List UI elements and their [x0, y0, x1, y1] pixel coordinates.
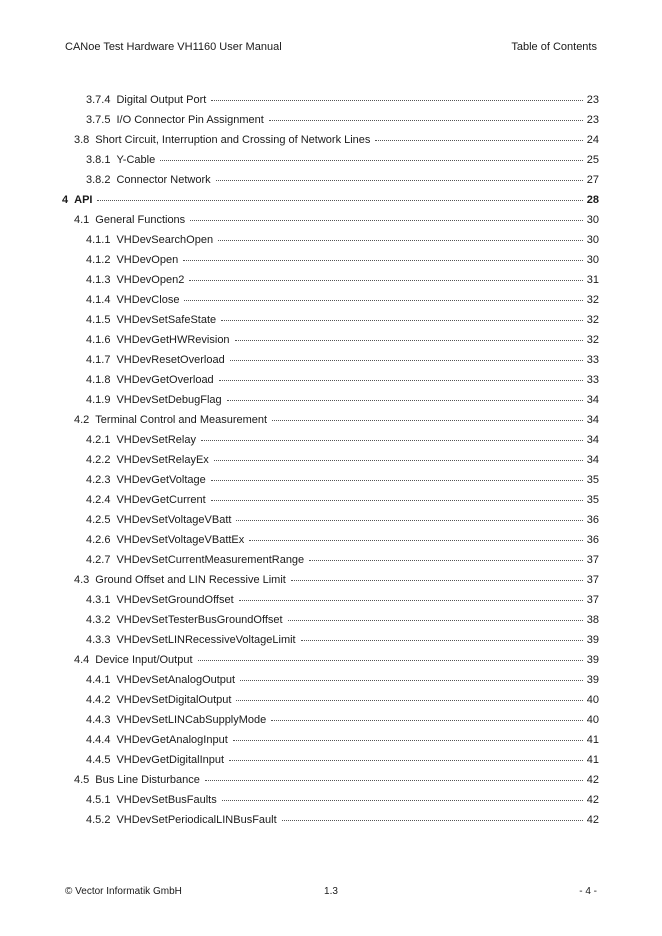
toc-entry[interactable] [62, 734, 599, 754]
toc-entry-page: 39 [586, 634, 599, 646]
toc-dot-leader [236, 699, 583, 701]
toc-entry-title: VHDevOpen2 [116, 274, 185, 286]
toc-entry-number: 4.3.2 [86, 614, 111, 626]
toc-entry-page: 30 [586, 254, 599, 266]
toc-entry-number: 4.4.5 [86, 754, 111, 766]
toc-entry-number: 4.1.4 [86, 294, 111, 306]
toc-entry-number: 4.4.2 [86, 694, 111, 706]
toc-dot-leader [218, 239, 583, 241]
toc-entry-number: 4.1.1 [86, 234, 111, 246]
toc-entry-page: 40 [586, 714, 599, 726]
toc-entry-number: 4.2.6 [86, 534, 111, 546]
toc-entry-number: 4.5 [74, 774, 90, 786]
toc-dot-leader [211, 499, 583, 501]
toc-entry[interactable] [62, 674, 599, 694]
header-section-name: Table of Contents [511, 41, 597, 53]
toc-dot-leader [291, 579, 583, 581]
toc-dot-leader [282, 819, 583, 821]
toc-entry-page: 33 [586, 374, 599, 386]
toc-entry-title: API [74, 194, 93, 206]
toc-dot-leader [160, 159, 583, 161]
toc-dot-leader [271, 719, 583, 721]
toc-entry-page: 38 [586, 614, 599, 626]
toc-entry-number: 4.3.1 [86, 594, 111, 606]
toc-entry-number: 4.4 [74, 654, 90, 666]
toc-dot-leader [216, 179, 583, 181]
toc-entry[interactable] [62, 214, 599, 234]
toc-entry-title: VHDevSetSafeState [116, 314, 217, 326]
toc-entry-title: VHDevResetOverload [116, 354, 225, 366]
toc-dot-leader [309, 559, 583, 561]
toc-dot-leader [97, 199, 583, 201]
toc-entry-title: VHDevClose [116, 294, 180, 306]
toc-entry-page: 25 [586, 154, 599, 166]
toc-entry-title: Digital Output Port [116, 94, 207, 106]
toc-entry-title: Ground Offset and LIN Recessive Limit [95, 574, 286, 586]
toc-entry-title: VHDevSetDebugFlag [116, 394, 222, 406]
toc-entry-number: 4.1.8 [86, 374, 111, 386]
toc-entry-number: 4.1.9 [86, 394, 111, 406]
toc-entry[interactable] [62, 374, 599, 394]
toc-dot-leader [229, 759, 583, 761]
toc-entry-page: 37 [586, 594, 599, 606]
toc-entry-page: 30 [586, 214, 599, 226]
toc-entry[interactable] [62, 434, 599, 454]
toc-dot-leader [236, 519, 583, 521]
toc-entry[interactable] [62, 694, 599, 714]
toc-entry-page: 42 [586, 814, 599, 826]
toc-entry-title: VHDevGetDigitalInput [116, 754, 225, 766]
toc-dot-leader [235, 339, 583, 341]
toc-entry-page: 23 [586, 94, 599, 106]
toc-dot-leader [183, 259, 583, 261]
toc-entry[interactable] [62, 554, 599, 574]
toc-entry-number: 3.7.5 [86, 114, 111, 126]
toc-entry-number: 4.1.7 [86, 354, 111, 366]
toc-entry-title: VHDevSetVoltageVBattEx [116, 534, 245, 546]
toc-entry-number: 4.2.3 [86, 474, 111, 486]
toc-entry[interactable] [62, 114, 599, 134]
toc-entry[interactable] [62, 574, 599, 594]
toc-entry-title: VHDevSetRelayEx [116, 454, 209, 466]
toc-entry-page: 42 [586, 774, 599, 786]
toc-entry-number: 3.7.4 [86, 94, 111, 106]
toc-entry-number: 4.3.3 [86, 634, 111, 646]
toc-entry-number: 4.1.3 [86, 274, 111, 286]
toc-entry[interactable] [62, 634, 599, 654]
toc-entry[interactable] [62, 514, 599, 534]
toc-dot-leader [227, 399, 583, 401]
toc-entry-number: 4 [62, 194, 69, 206]
toc-entry[interactable] [62, 754, 599, 774]
toc-dot-leader [211, 99, 583, 101]
toc-entry-title: VHDevSetPeriodicalLINBusFault [116, 814, 277, 826]
toc-entry-number: 4.4.3 [86, 714, 111, 726]
toc-dot-leader [189, 279, 583, 281]
toc-entry-page: 41 [586, 734, 599, 746]
toc-entry-page: 41 [586, 754, 599, 766]
toc-entry[interactable] [62, 314, 599, 334]
toc-dot-leader [184, 299, 583, 301]
toc-entry-title: VHDevSetLINCabSupplyMode [116, 714, 267, 726]
page-number: - 4 - [579, 886, 597, 897]
toc-entry-number: 4.1.5 [86, 314, 111, 326]
toc-entry-title: VHDevGetOverload [116, 374, 214, 386]
toc-entry[interactable] [62, 414, 599, 434]
toc-entry[interactable] [62, 354, 599, 374]
toc-entry-number: 4.2.4 [86, 494, 111, 506]
toc-dot-leader [198, 659, 583, 661]
toc-dot-leader [269, 119, 583, 121]
toc-dot-leader [211, 479, 583, 481]
toc-dot-leader [201, 439, 583, 441]
toc-entry-page: 35 [586, 474, 599, 486]
toc-entry-page: 34 [586, 434, 599, 446]
toc-dot-leader [190, 219, 583, 221]
toc-entry[interactable] [62, 654, 599, 674]
toc-entry-number: 4.5.1 [86, 794, 111, 806]
toc-entry-title: VHDevSetAnalogOutput [116, 674, 236, 686]
toc-entry[interactable] [62, 454, 599, 474]
toc-entry-title: VHDevGetAnalogInput [116, 734, 228, 746]
toc-dot-leader [219, 379, 583, 381]
toc-entry[interactable] [62, 94, 599, 114]
toc-entry-title: Terminal Control and Measurement [95, 414, 268, 426]
toc-dot-leader [221, 319, 583, 321]
toc-entry-page: 36 [586, 514, 599, 526]
toc-dot-leader [239, 599, 583, 601]
toc-entry-page: 27 [586, 174, 599, 186]
toc-entry[interactable] [62, 154, 599, 174]
toc-entry-number: 4.2 [74, 414, 90, 426]
toc-entry-title: VHDevSetRelay [116, 434, 196, 446]
toc-dot-leader [205, 779, 583, 781]
toc-entry[interactable] [62, 394, 599, 414]
toc-entry[interactable] [62, 714, 599, 734]
toc-entry-page: 33 [586, 354, 599, 366]
toc-dot-leader [249, 539, 583, 541]
toc-entry-number: 4.1 [74, 214, 90, 226]
toc-entry-title: Short Circuit, Interruption and Crossing of Network Lines [95, 134, 371, 146]
toc-entry-number: 3.8.1 [86, 154, 111, 166]
toc-entry-number: 4.2.2 [86, 454, 111, 466]
toc-entry[interactable] [62, 814, 599, 834]
toc-entry[interactable] [62, 474, 599, 494]
toc-entry-title: I/O Connector Pin Assignment [116, 114, 264, 126]
table-of-contents [62, 94, 599, 834]
document-title: CANoe Test Hardware VH1160 User Manual [65, 41, 282, 53]
page-header [65, 41, 597, 53]
toc-entry-number: 4.1.2 [86, 254, 111, 266]
toc-entry-page: 42 [586, 794, 599, 806]
toc-entry[interactable] [62, 294, 599, 314]
toc-entry-page: 32 [586, 314, 599, 326]
toc-entry-page: 36 [586, 534, 599, 546]
toc-dot-leader [214, 459, 583, 461]
copyright: © Vector Informatik GmbH [65, 886, 182, 897]
toc-entry-title: VHDevOpen [116, 254, 179, 266]
toc-dot-leader [301, 639, 583, 641]
toc-entry-page: 24 [586, 134, 599, 146]
toc-entry-title: Bus Line Disturbance [95, 774, 200, 786]
toc-entry[interactable] [62, 594, 599, 614]
toc-entry-title: Connector Network [116, 174, 211, 186]
toc-entry-title: VHDevSetCurrentMeasurementRange [116, 554, 305, 566]
toc-entry-number: 4.2.7 [86, 554, 111, 566]
toc-entry[interactable] [62, 614, 599, 634]
toc-entry[interactable] [62, 534, 599, 554]
toc-entry-title: VHDevSetDigitalOutput [116, 694, 232, 706]
toc-entry[interactable] [62, 234, 599, 254]
document-version: 1.3 [324, 886, 338, 897]
toc-entry-title: VHDevSetTesterBusGroundOffset [116, 614, 283, 626]
toc-entry[interactable] [62, 194, 599, 214]
toc-entry-page: 31 [586, 274, 599, 286]
toc-entry-number: 4.1.6 [86, 334, 111, 346]
toc-entry-title: VHDevGetVoltage [116, 474, 206, 486]
toc-entry-title: General Functions [95, 214, 186, 226]
toc-entry-number: 4.4.4 [86, 734, 111, 746]
toc-entry-page: 34 [586, 454, 599, 466]
toc-entry-number: 4.2.5 [86, 514, 111, 526]
toc-entry-page: 30 [586, 234, 599, 246]
toc-entry-number: 4.4.1 [86, 674, 111, 686]
toc-entry-page: 39 [586, 674, 599, 686]
toc-entry-title: VHDevSearchOpen [116, 234, 214, 246]
toc-dot-leader [233, 739, 583, 741]
toc-entry[interactable] [62, 334, 599, 354]
toc-entry-number: 4.5.2 [86, 814, 111, 826]
toc-entry-page: 35 [586, 494, 599, 506]
toc-entry-title: Y-Cable [116, 154, 156, 166]
toc-entry-page: 23 [586, 114, 599, 126]
toc-entry-title: VHDevGetCurrent [116, 494, 206, 506]
toc-entry-number: 3.8.2 [86, 174, 111, 186]
toc-entry-title: VHDevSetBusFaults [116, 794, 217, 806]
toc-entry-title: VHDevSetLINRecessiveVoltageLimit [116, 634, 296, 646]
toc-entry-page: 37 [586, 554, 599, 566]
toc-entry[interactable] [62, 134, 599, 154]
toc-entry-page: 37 [586, 574, 599, 586]
toc-entry-page: 28 [586, 194, 599, 206]
toc-entry-number: 4.3 [74, 574, 90, 586]
toc-entry-page: 34 [586, 394, 599, 406]
toc-entry[interactable] [62, 254, 599, 274]
toc-entry-title: VHDevSetGroundOffset [116, 594, 234, 606]
toc-dot-leader [375, 139, 583, 141]
toc-entry[interactable] [62, 274, 599, 294]
toc-entry[interactable] [62, 774, 599, 794]
toc-dot-leader [222, 799, 583, 801]
toc-entry-title: VHDevGetHWRevision [116, 334, 230, 346]
toc-dot-leader [240, 679, 583, 681]
toc-entry-page: 34 [586, 414, 599, 426]
toc-entry-title: VHDevSetVoltageVBatt [116, 514, 232, 526]
toc-entry-page: 39 [586, 654, 599, 666]
toc-dot-leader [272, 419, 583, 421]
toc-entry[interactable] [62, 494, 599, 514]
toc-entry-page: 40 [586, 694, 599, 706]
toc-entry[interactable] [62, 794, 599, 814]
toc-entry-number: 3.8 [74, 134, 90, 146]
toc-dot-leader [288, 619, 583, 621]
toc-entry-page: 32 [586, 294, 599, 306]
toc-entry-title: Device Input/Output [95, 654, 193, 666]
toc-entry-page: 32 [586, 334, 599, 346]
toc-dot-leader [230, 359, 583, 361]
toc-entry-number: 4.2.1 [86, 434, 111, 446]
toc-entry[interactable] [62, 174, 599, 194]
